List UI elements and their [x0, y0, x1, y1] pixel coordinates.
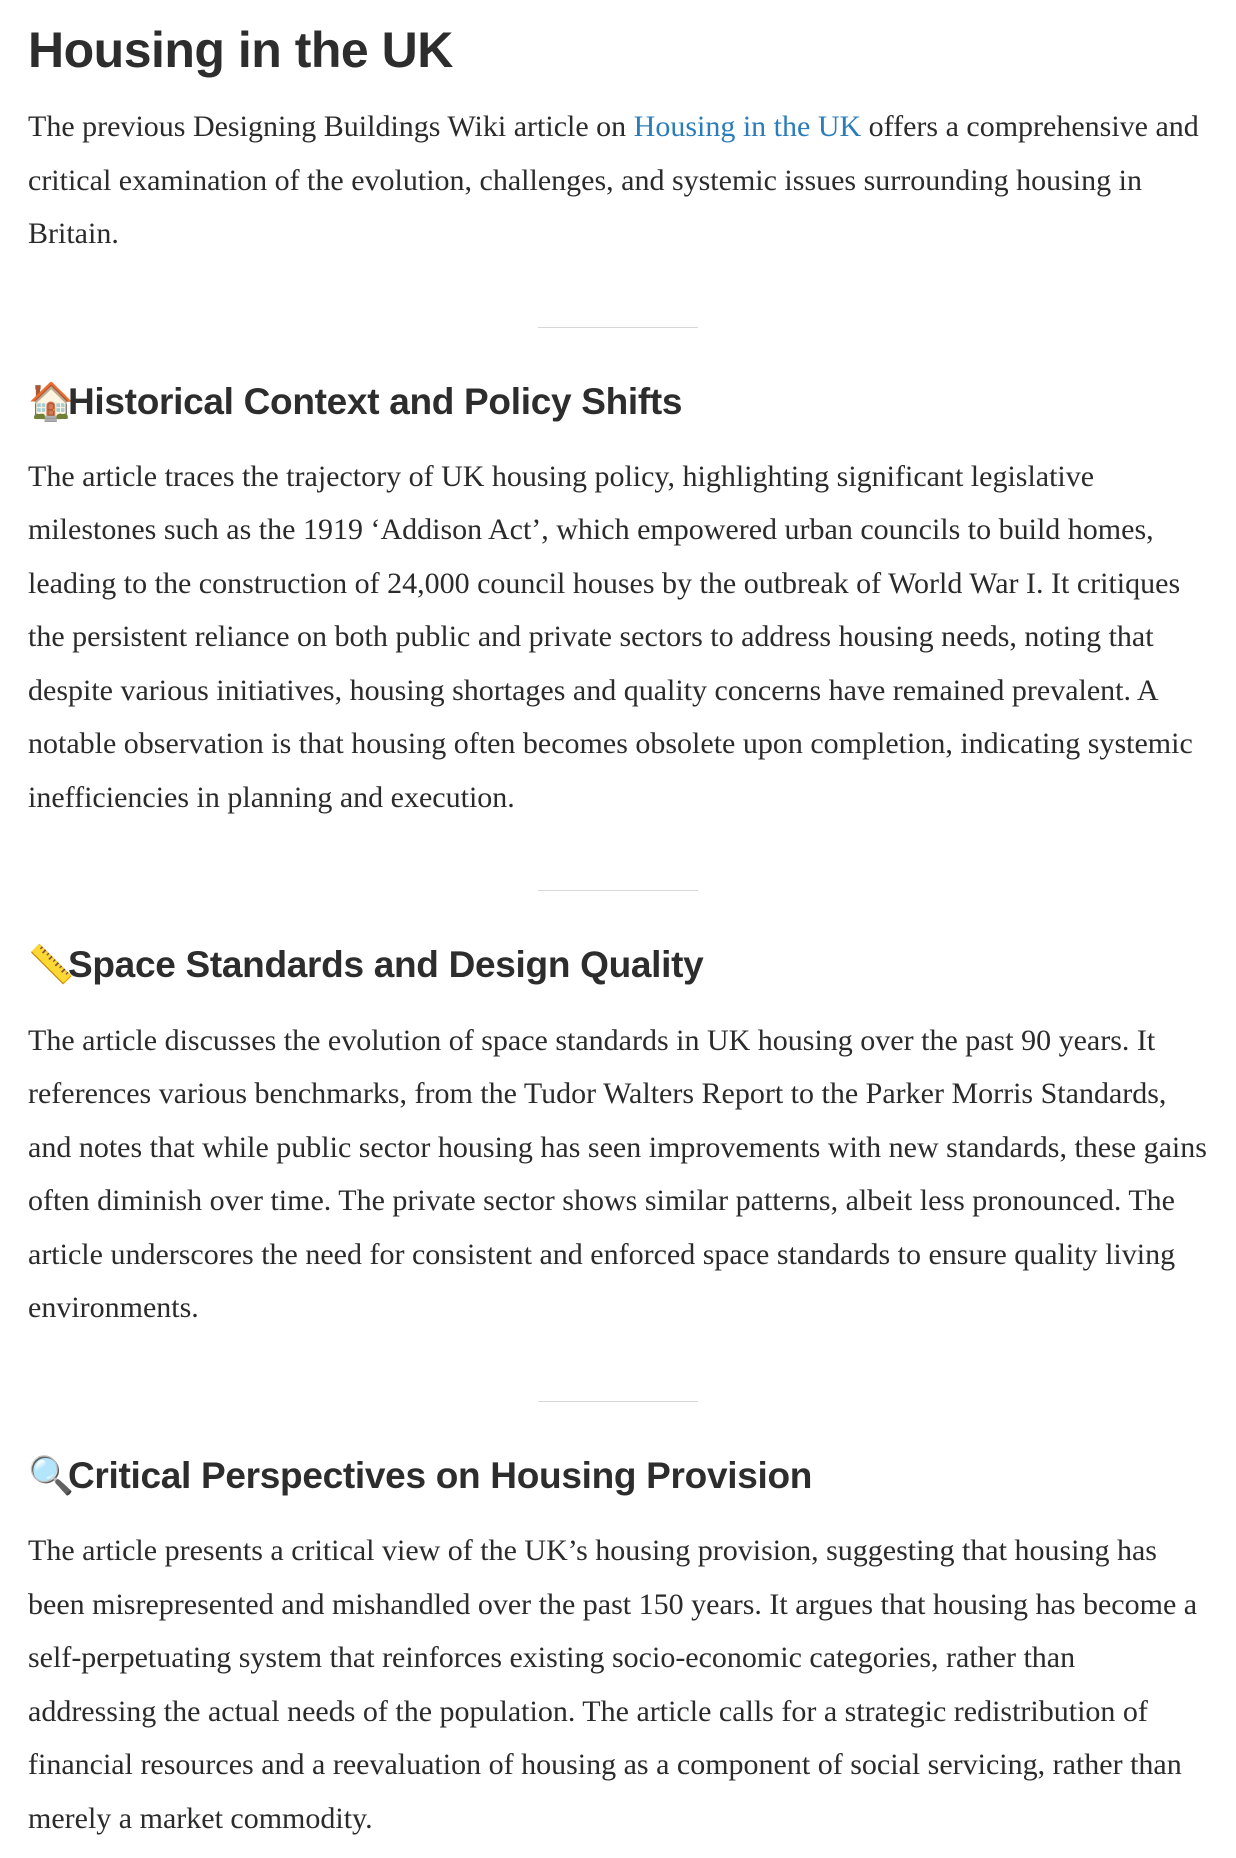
- intro-paragraph: [28, 100, 1208, 261]
- page-title: Housing in the UK: [28, 22, 453, 78]
- section-heading: [28, 380, 1208, 424]
- section-divider: [538, 890, 698, 891]
- section-historical-context: [28, 380, 1208, 825]
- section-space-standards: [28, 943, 1208, 1334]
- section-divider: [538, 327, 698, 328]
- section-heading: [28, 943, 1208, 987]
- section-heading-text: Critical Perspectives on Housing Provision: [68, 1454, 813, 1496]
- section-heading: [28, 1454, 1208, 1498]
- section-critical-perspectives: [28, 1454, 1208, 1845]
- section-heading-text: Space Standards and Design Quality: [68, 944, 704, 986]
- ruler-icon: 📏: [28, 943, 74, 987]
- intro-text-before: The previous Designing Buildings Wiki article on: [28, 110, 634, 143]
- section-body: The article presents a critical view of the UK’s housing provision, suggesting that housing has been misrepresented and mishandled over the past 150 years. It argues that housing has become a self-perpetuating system that reinforces existing socio-economic categories, rather than addressing the actual needs of the population. The article calls for a strategic redistribution of financial resources and a reevaluation of housing as a component of social servicing, rather than merely a market commodity.: [28, 1534, 1198, 1835]
- section-body: The article traces the trajectory of UK housing policy, highlighting significant legislative milestones such as the 1919 ‘Addison Act’, which empowered urban councils to build homes, leading to the construction of 24,000 council houses by the outbreak of World War I. It critiques the persistent reliance on both public and private sectors to address housing needs, noting that despite various initiatives, housing shortages and quality concerns have remained prevalent. A notable observation is that housing often becomes obsolete upon completion, indicating systemic inefficiencies in planning and execution.: [28, 459, 1193, 814]
- housing-in-the-uk-link[interactable]: Housing in the UK: [633, 110, 862, 143]
- section-body: The article discusses the evolution of space standards in UK housing over the past 90 years. It references various benchmarks, from the Tudor Walters Report to the Parker Morris Standards, and notes that while public sector housing has seen improvements with new standards, these gains often diminish over time. The private sector shows similar patterns, albeit less pronounced. The article underscores the need for consistent and enforced space standards to ensure quality living environments.: [28, 1023, 1207, 1325]
- house-icon: 🏠: [28, 379, 74, 423]
- intro-text-after: offers a comprehensive and critical examination of the evolution, challenges, and systemic issues surrounding housing in Britain.: [28, 110, 1199, 250]
- section-divider: [538, 1401, 698, 1402]
- magnifying-glass-icon: 🔍: [28, 1453, 74, 1497]
- section-heading-text: Historical Context and Policy Shifts: [68, 380, 683, 422]
